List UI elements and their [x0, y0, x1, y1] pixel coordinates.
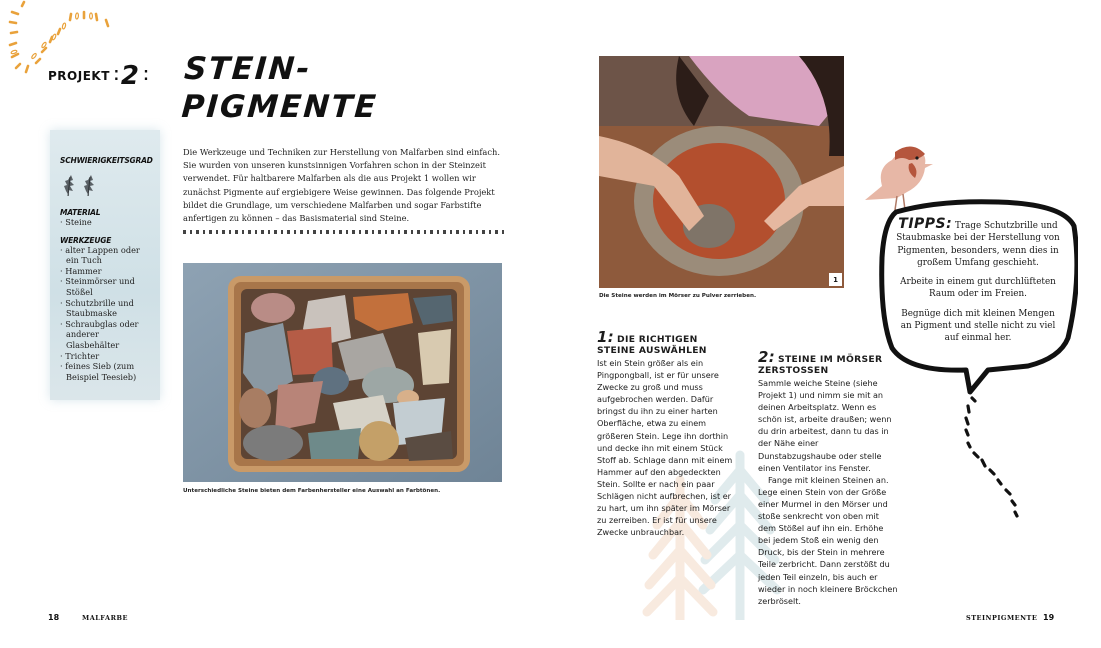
material-heading: MATERIAL [60, 208, 101, 217]
intro-paragraph: Die Werkzeuge und Techniken zur Herstellung von Malfarben sind einfach. Sie wurden von unseren kunstsinnigen Vorfahren schon in der Steinzeit verwendet. Für haltbarere Malfarben als die aus Projekt 1 wollen wir zunächst Pigmente auf ergiebigere Weise gewinnen. Das folgende Projekt bildet die Grundlage, um verschiedene Malfarben und sogar Farbstifte anfertigen zu können – das Basismaterial sind Steine. [183, 147, 501, 224]
dashed-divider [183, 230, 505, 234]
materials-sidebar [50, 130, 160, 400]
page-title [180, 50, 381, 126]
mortar-illustration [599, 56, 844, 288]
tool-item: · alter Lappen oder ein Tuch [60, 245, 151, 266]
tips-paragraph: Arbeite in einem gut durchlüfteten Raum oder im Freien. [900, 277, 1056, 300]
tips-text: Trage Schutzbrille und Staubmaske bei der Herstellung von Pigmenten, besonders, wenn dies in großem Umfang geschieht. [896, 221, 1060, 268]
tool-item: · Trichter [60, 351, 151, 362]
tool-item: · Schutzbrille und Staubmaske [60, 298, 151, 319]
material-item: · Steine [60, 217, 151, 228]
photo-number-badge: 1 [829, 273, 842, 286]
material-list [60, 217, 151, 228]
step-1 [597, 328, 737, 538]
tools-list [60, 245, 151, 383]
page-number-left: 18 [48, 613, 60, 622]
step-2 [758, 348, 898, 607]
feather-brush-icon [83, 174, 97, 198]
step-1-title [597, 328, 737, 356]
mortar-photo-caption: Die Steine werden im Mörser zu Pulver zerrieben. [599, 293, 757, 299]
tips-paragraph: Begnüge dich mit kleinen Mengen an Pigment und stelle nicht zu viel auf einmal her. [900, 308, 1056, 344]
tool-item: · Hammer [60, 266, 151, 277]
tools-heading: WERKZEUGE [60, 235, 112, 245]
step-1-paragraph: Ist ein Stein größer als ein Pingpongball, ist er für unsere Zwecke zu groß und muss aufgebrochen werden. Dafür bringst du ihn zu einer harten Oberfläche, etwa zu einem größeren Stein. Lege ihn dorthin und decke ihn mit einem Stück Stoff ab. Schlage dann mit einem Hammer auf den abgedeckten Stein. Sollte er nach ein paar Schlägen nicht aufbrechen, ist er zu hart, um ihn später im Mörser zu zerreiben. Er ist für unsere Zwecke unbrauchbar. [597, 358, 733, 538]
title-line-1: STEIN- [183, 51, 313, 87]
tool-item: · Steinmörser und Stößel [60, 276, 151, 297]
tips-box [895, 218, 1061, 352]
stones-basket-photo [183, 263, 502, 482]
tick-marks-icon: ⁚ [143, 68, 147, 84]
tool-item: · Schraubglas oder anderer Glasbehälter [60, 319, 151, 351]
project-label-text: PROJEKT [48, 69, 110, 83]
step-2-paragraph: Sammle weiche Steine (siehe Projekt 1) und nimm sie mit an deinen Arbeitsplatz. Wenn es schön ist, arbeite draußen; wenn du drin arbeitest, dann tu das in der Nähe einer Dunstabzugshaube oder stelle einen Ventilator ins Fenster. [758, 378, 892, 473]
tips-paragraph [895, 218, 1061, 269]
step-2-title-text: STEINE IM MÖRSER ZERSTOSSEN [758, 354, 883, 376]
step-2-body [758, 377, 898, 607]
mortar-photo [599, 56, 844, 288]
step-1-title-text: DIE RICHTIGEN STEINE AUSWÄHLEN [597, 334, 707, 356]
title-line-2: PIGMENTE [180, 89, 379, 125]
step-1-body [597, 357, 737, 538]
difficulty-heading: SCHWIERIGKEITSGRAD [60, 156, 153, 165]
tick-marks-icon: ⁚ [113, 68, 117, 84]
step-2-title [758, 348, 898, 376]
feather-brush-icon [63, 174, 77, 198]
difficulty-rating [63, 174, 151, 198]
tips-label: TIPPS: [898, 216, 953, 232]
stones-basket-illustration [183, 263, 502, 482]
project-number: 2 [120, 61, 140, 91]
step-2-paragraph: Fange mit kleinen Steinen an. Lege einen Stein von der Größe einer Murmel in den Mörser und stoße senkrecht von oben mit dem Stößel auf ihn ein. Erhöhe bei jedem Stoß ein wenig den Druck, bis der Stein in mehrere Teile zerbricht. Dann zerstößt du jeden Teil einzeln, bis auch er wieder in noch kleinere Bröckchen zerbröselt. [758, 474, 898, 606]
project-label [48, 63, 146, 89]
running-head-left: MALFARBE [82, 614, 128, 622]
step-2-number: 2: [758, 348, 776, 366]
step-1-number: 1: [597, 328, 615, 346]
tool-item: · feines Sieb (zum Beispiel Teesieb) [60, 361, 151, 382]
stones-photo-caption: Unterschiedliche Steine bieten dem Farbenhersteller eine Auswahl an Farbtönen. [183, 488, 441, 494]
running-head-right: STEINPIGMENTE [966, 614, 1038, 622]
page-number-right: 19 [1043, 613, 1055, 622]
